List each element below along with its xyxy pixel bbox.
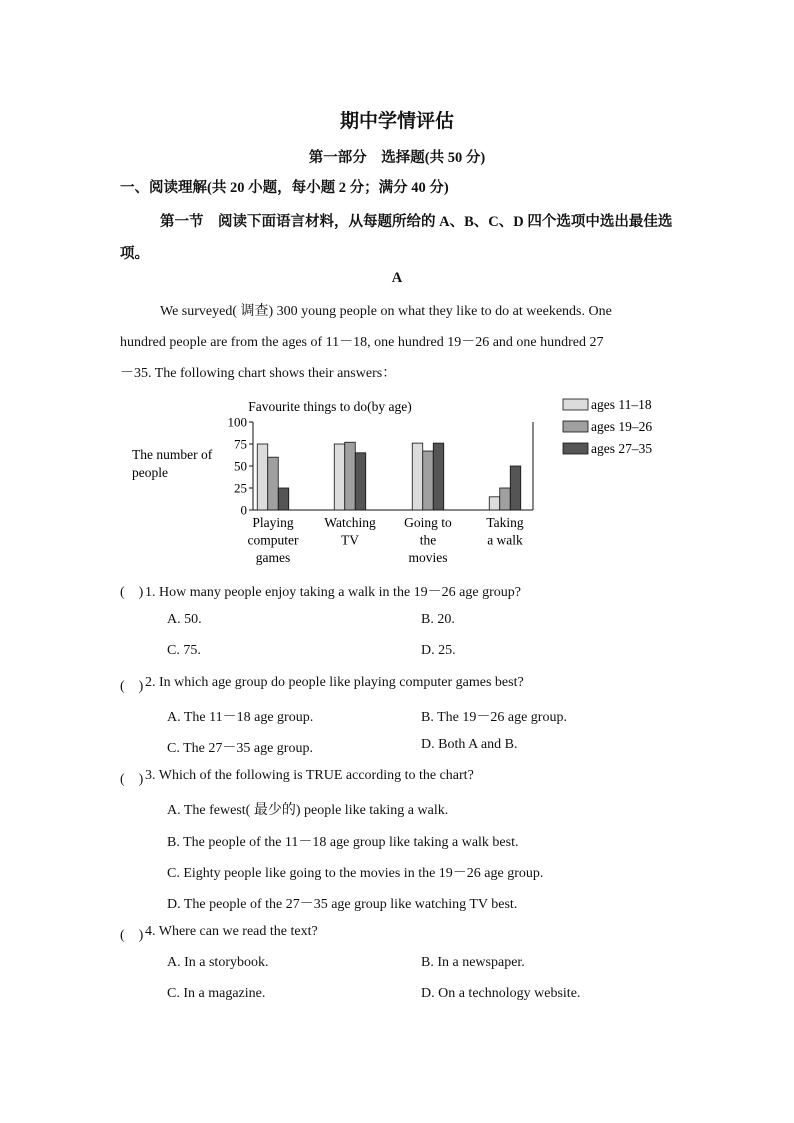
legend-label: ages 19–26 <box>591 419 653 434</box>
x-tick-label: Taking <box>486 515 524 530</box>
passage-line-3: －35. The following chart shows their answers： <box>120 366 397 381</box>
instruction: 第一节 阅读下面语言材料，从每题所给的 A、B、C、D 四个选项中选出最佳选项。 <box>120 214 673 262</box>
passage-letter: A <box>391 270 403 286</box>
option-c: C. In a magazine. <box>167 986 266 1001</box>
option-a: A. 50. <box>167 612 202 627</box>
section-heading: 一、阅读理解(共 20 小题，每小题 2 分；满分 40 分) <box>120 180 449 196</box>
x-tick-label: Going to <box>404 515 452 530</box>
legend-label: ages 27–35 <box>591 441 653 456</box>
passage-line-1: We surveyed( 调查) 300 young people on what they like to do at weekends. One <box>160 304 612 319</box>
answer-blank[interactable]: ( ) <box>120 928 144 943</box>
bar <box>510 466 521 510</box>
bar <box>412 443 423 510</box>
y-tick-label: 25 <box>234 480 247 496</box>
bar <box>345 442 356 510</box>
x-tick-label: the <box>419 532 437 548</box>
y-tick-label: 75 <box>234 436 247 452</box>
bar <box>257 444 268 510</box>
x-tick-label: movies <box>408 550 448 565</box>
answer-blank[interactable]: ( ) <box>120 679 144 694</box>
option-d: D. The people of the 27－35 age group like watching TV best. <box>167 897 518 912</box>
x-tick-label: Watching <box>324 515 376 530</box>
bar <box>334 444 345 510</box>
option-b: B. The 19－26 age group. <box>421 710 567 725</box>
option-a: A. In a storybook. <box>167 955 269 970</box>
legend-swatch <box>563 421 588 432</box>
y-tick-label: 100 <box>227 414 247 430</box>
part-heading: 第一部分 选择题(共 50 分) <box>308 150 486 166</box>
bar <box>423 451 434 510</box>
option-a: A. The fewest( 最少的) people like taking a walk. <box>167 803 449 818</box>
passage-line-2: hundred people are from the ages of 11－18, one hundred 19－26 and one hundred 27 <box>120 335 604 350</box>
bar <box>268 457 279 510</box>
y-tick-label: 50 <box>234 458 247 474</box>
question-stem: 3. Which of the following is TRUE according to the chart? <box>145 768 474 783</box>
x-tick-label: games <box>255 550 291 565</box>
y-tick-label: 0 <box>240 502 247 518</box>
option-d: D. Both A and B. <box>421 737 518 752</box>
legend-label: ages 11–18 <box>591 397 652 412</box>
bar <box>433 443 444 510</box>
bar <box>355 453 366 510</box>
y-axis-label-line-1: The number of <box>132 447 213 462</box>
question-stem: 4. Where can we read the text? <box>145 924 318 939</box>
option-c: C. The 27－35 age group. <box>167 741 313 756</box>
x-tick-label: a walk <box>487 532 523 548</box>
x-tick-label: computer <box>247 532 299 548</box>
option-b: B. 20. <box>421 612 455 627</box>
chart-title: Favourite things to do(by age) <box>248 399 412 414</box>
page-title: 期中学情评估 <box>339 111 454 132</box>
legend-swatch <box>563 443 588 454</box>
bar-chart <box>120 390 680 575</box>
bar <box>489 497 500 510</box>
legend-swatch <box>563 399 588 410</box>
question-stem: 2. In which age group do people like playing computer games best? <box>145 675 524 690</box>
bar <box>500 488 511 510</box>
option-c: C. Eighty people like going to the movies in the 19－26 age group. <box>167 866 544 881</box>
option-c: C. 75. <box>167 643 201 658</box>
answer-blank[interactable]: ( ) <box>120 585 144 600</box>
option-b: B. The people of the 11－18 age group like taking a walk best. <box>167 835 519 850</box>
option-d: D. On a technology website. <box>421 986 581 1001</box>
x-tick-label: Playing <box>252 515 294 530</box>
option-d: D. 25. <box>421 643 456 658</box>
y-axis-label-line-2: people <box>132 465 168 480</box>
answer-blank[interactable]: ( ) <box>120 772 144 787</box>
question-stem: 1. How many people enjoy taking a walk in the 19－26 age group? <box>145 585 521 600</box>
option-b: B. In a newspaper. <box>421 955 525 970</box>
bar <box>278 488 289 510</box>
x-tick-label: TV <box>341 532 359 548</box>
option-a: A. The 11－18 age group. <box>167 710 314 725</box>
